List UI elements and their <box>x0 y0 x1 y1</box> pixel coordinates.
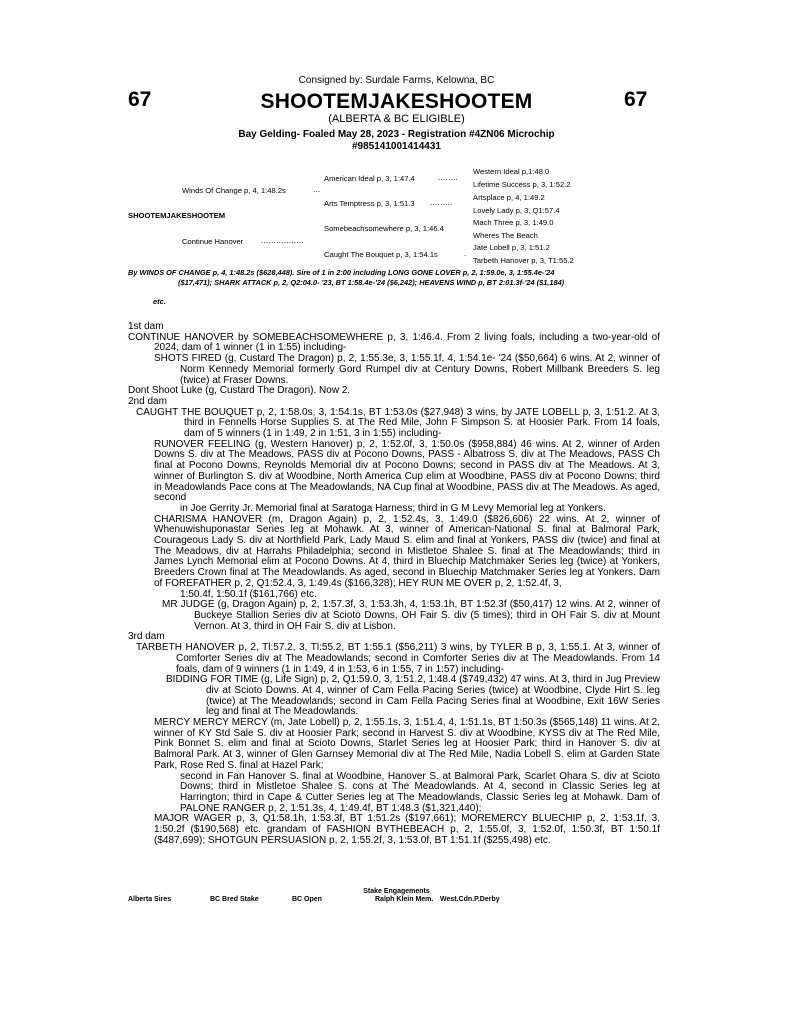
stake-item: Ralph Klein Mem. <box>375 896 434 903</box>
second-dam-produce-3: MR JUDGE (g, Dragon Again) p, 2, 1:57.3f, 3, 1:53.3h, 4, 1:53.1h, BT 1:52.3f ($50,417) 12 wins. At 2, winner of Buckeye Stallion Series div at Scioto Downs, OH Fair S. div (5 times); third in OH Fair S. div at Mount Vernon. At 3, third in OH Fair S. div at Lisbon. <box>162 599 660 632</box>
third-dam-produce-2: MERCY MERCY MERCY (m, Jate Lobell) p, 2, 1:55.1s, 3, 1:51.4, 4, 1:51.1s, BT 1:50.3s ($565,148) 11 wins. At 2, winner of KY Std Sale S. div at Hoosier Park; second in Harvest S. div at Woodbine, KYSS div at The Red Mile, Pink Bonnet S. elim and final at Scioto Downs, Starlet Series leg at Hoosier Park; third in Hanover S. div at Balmoral Park. At 3, winner of Glen Garnsey Memorial div at The Red Mile, Nadia Lobell S. elim at Garden State Park, Rose Red S. final at Hazel Park; <box>154 717 660 771</box>
pedigree-connector: ................. <box>261 236 304 245</box>
stake-item: BC Bred Stake <box>210 896 259 903</box>
pedigree-dam: Continue Hanover <box>182 237 244 246</box>
pedigree-dd-dam: Tarbeth Hanover p, 3, T1:55.2 <box>473 256 574 265</box>
pedigree-connector: ... <box>313 185 321 194</box>
pedigree-dam-sire: Somebeachsomewhere p, 3, 1:46.4 <box>324 224 444 233</box>
pedigree-sire: Winds Of Change p, 4, 1:48.2s <box>182 186 286 195</box>
pedigree-ds-dam: Wheres The Beach <box>473 231 538 240</box>
pedigree-sd-sire: Artsplace p, 4, 1:49.2 <box>473 193 545 202</box>
pedigree-connector: ......... <box>430 198 453 207</box>
pedigree-connector: ........ <box>438 173 459 182</box>
pedigree-subject: SHOOTEMJAKESHOOTEM <box>128 211 226 220</box>
stake-item: West.Cdn.P.Derby <box>440 896 500 903</box>
pedigree-sire-dam: Arts Temptress p, 3, 1:51.3 <box>324 199 415 208</box>
consignor-line: Consigned by: Surdale Farms, Kelowna, BC <box>298 75 495 86</box>
stake-engagements-title: Stake Engagements <box>363 888 430 895</box>
pedigree-ss-dam: Lifetime Success p, 3, 1:52.2 <box>473 180 571 189</box>
sire-summary-line-2: ($17,471); SHARK ATTACK p, 2, Q2:04.0- '23, BT 1:58.4e-'24 ($6,242); HEAVENS WIND p, BT 2:01.3f-'24 ($1,184) <box>178 278 565 287</box>
pedigree-ss-sire: Western Ideal p,1:48.0 <box>473 167 550 176</box>
sire-summary-etc: etc. <box>153 297 166 306</box>
pedigree-sd-dam: Lovely Lady p, 3, Q1:57.4 <box>473 206 560 215</box>
pedigree-connector: . <box>464 249 467 258</box>
pedigree-dam-dam: Caught The Bouquet p, 3, 1:54.1s <box>324 250 438 259</box>
first-dam-record: CONTINUE HANOVER by SOMEBEACHSOMEWHERE p, 3, 1:46.4. From 2 living foals, including a two-year-old of 2024, dam of 1 winner (1 in 1:55) including- <box>128 331 660 354</box>
first-dam-produce-2: Dont Shoot Luke (g, Custard The Dragon). Now 2. <box>128 385 351 397</box>
second-dam-produce-1: RUNOVER FEELING (g, Western Hanover) p, 2, 1:52.0f, 3, 1:50.0s ($958,884) 46 wins. At 2, winner of Arden Downs S. div at The Meadows, PASS div at Pocono Downs, PASS - Albatross S. div at The Meadows, PASS Ch final at Pocono Downs, Reynolds Memorial div at Pocono Downs; second in PASS div at The Meadows. At 3, winner of Burlington S. div at Woodbine, North America Cup elim at Woodbine, PASS div at Pocono Downs; third in Meadowlands Pace cons at The Meadowlands, NA Cup final at Woodbine, PASS div at The Meadows. As aged, second <box>154 438 660 504</box>
female-family <box>128 322 660 846</box>
third-dam-produce-1: BIDDING FOR TIME (g, Life Sign) p, 2, Q1:59.0, 3, 1:51.2, 1:48.4 ($749,432) 47 wins. At 3, third in Jug Preview div at Scioto Downs. At 4, winner of Cam Fella Pacing Series (twice) at Woodbine, Clyde Hirt S. leg (twice) at The Meadowlands; second in Cam Fella Pacing Series final at Woodbine, Exit 16W Series leg and final at The Meadowlands. <box>166 674 660 718</box>
first-dam-produce-1: SHOTS FIRED (g, Custard The Dragon) p, 2, 1:55.3e, 3, 1:55.1f, 4, 1:54.1e- '24 ($50,664) 6 wins. At 2, winner of Norm Kennedy Memorial formerly Gord Rumpel div at Century Downs, Robert Millbank Breeders S. leg (twice) at Fraser Downs. <box>154 353 660 386</box>
sire-summary-line-1: By WINDS OF CHANGE p, 4, 1:48.2s ($628,448). Sire of 1 in 2:00 including LONG GONE LOVER p, 2, 1:59.0e, 3, 1:55.4e-'24 <box>128 268 555 277</box>
first-dam-heading: 1st dam <box>128 321 164 332</box>
hip-number-left: 67 <box>128 88 152 111</box>
pedigree-sire-sire: American Ideal p, 3, 1:47.4 <box>324 174 415 183</box>
third-dam-produce-2-cont: second in Fan Hanover S. final at Woodbine, Hanover S. at Balmoral Park, Scarlet Ohara S. div at Scioto Downs; third in Mistletoe Shalee S. cons at The Meadowlands. At 4, second in Classic Series leg at Harrington; third in Cape & Cutter Series leg at The Meadowlands, Classic Series leg at Mohawk. Dam of PALONE RANGER p, 2, 1:51.3s, 4, 1:49.4f, BT 1:48.3 ($1,321,440); <box>180 770 660 814</box>
pedigree-dd-sire: Jate Lobell p, 3, 1:51.2 <box>473 243 550 252</box>
eligibility: (ALBERTA & BC ELIGIBLE) <box>328 113 465 125</box>
hip-number-right: 67 <box>624 88 648 111</box>
second-dam-record: CAUGHT THE BOUQUET p, 2, 1:58.0s, 3, 1:54.1s, BT 1:53.0s ($27,948) 3 wins, by JATE LOBELL p, 3, 1:51.2. At 3, third in Fennells Horse Supplies S. at The Red Mile, John F Simpson S. at Hoosier Park. From 14 foals, dam of 5 winners (1 in 1:49, 2 in 1:51, 3 in 1:55) including- <box>136 406 660 440</box>
horse-name: SHOOTEMJAKESHOOTEM <box>260 90 533 113</box>
stake-item: Alberta Sires <box>128 896 172 903</box>
stake-item: BC Open <box>292 896 322 903</box>
second-dam-heading: 2nd dam <box>128 395 167 407</box>
pedigree-ds-sire: Mach Three p, 3, 1:49.0 <box>473 218 554 227</box>
second-dam-produce-2: CHARISMA HANOVER (m, Dragon Again) p, 2, 1:52.4s, 3, 1:49.0 ($826,606) 22 wins. At 2, winner of Whenuwishuponastar Series leg at Mohawk. At 3, winner of American-National S. final at Balmoral Park, Courageous Lady S. div at Northfield Park, Lady Maud S. elim and final at Yonkers, PASS div (twice) and final at The Meadows, div at Harrahs Philadelphia; second in Mistletoe Shalee S. final at The Meadowlands; third in James Lynch Memorial elim at Pocono Downs. At 4, third in Bluechip Matchmaker Series leg (twice) at Yonkers, Breeders Crown final at The Meadowlands. As aged, second in Bluechip Matchmaker Series leg at Yonkers. Dam of FOREFATHER p, 2, Q1:52.4, 3, 1:49.4s ($166,328); HEY RUN ME OVER p, 2, 1:52.4f, 3, <box>154 513 660 589</box>
horse-description <box>0 129 793 153</box>
second-dam-produce-1-cont: in Joe Gerrity Jr. Memorial final at Saratoga Harness; third in G M Levy Memorial leg at Yonkers. <box>180 502 606 514</box>
description-line-1: Bay Gelding- Foaled May 28, 2023 - Registration #4ZN06 Microchip <box>238 129 555 140</box>
description-line-2: #985141001414431 <box>352 141 441 152</box>
third-dam-record: TARBETH HANOVER p, 2, Tl:57.2, 3, Tl:55.2, BT 1:55.1 ($56,211) 3 wins, by TYLER B p, 3, 1:55.1. At 3, winner of Comforter Series div at The Meadowlands; second in Comforter Series div at The Meadowlands. From 14 foals, dam of 9 winners (1 in 1:49, 4 in 1:53, 6 in 1:55, 7 in 1:57) including- <box>136 642 660 675</box>
third-dam-heading: 3rd dam <box>128 631 165 643</box>
sire-summary <box>128 268 658 288</box>
second-dam-produce-2-cont: 1:50.4f, 1:50.1f ($161,766) etc. <box>180 588 317 600</box>
third-dam-produce-2-cont-2: MAJOR WAGER p, 3, Q1:58.1h, 1:53.3f, BT 1:51.2s ($197,661); MOREMERCY BLUECHIP p, 2, 1:53.1f, 3, 1:50.2f ($190,568) etc. grandam of FASHION BYTHEBEACH p, 2, 1:55.0f, 3, 1:52.0f, 1:50.3f, BT 1:50.1f ($487,699); SHOTGUN PERSUASION p, 2, 1:55.2f, 3, 1:53.0f, BT 1:51.1f ($255,498) etc. <box>154 813 660 846</box>
